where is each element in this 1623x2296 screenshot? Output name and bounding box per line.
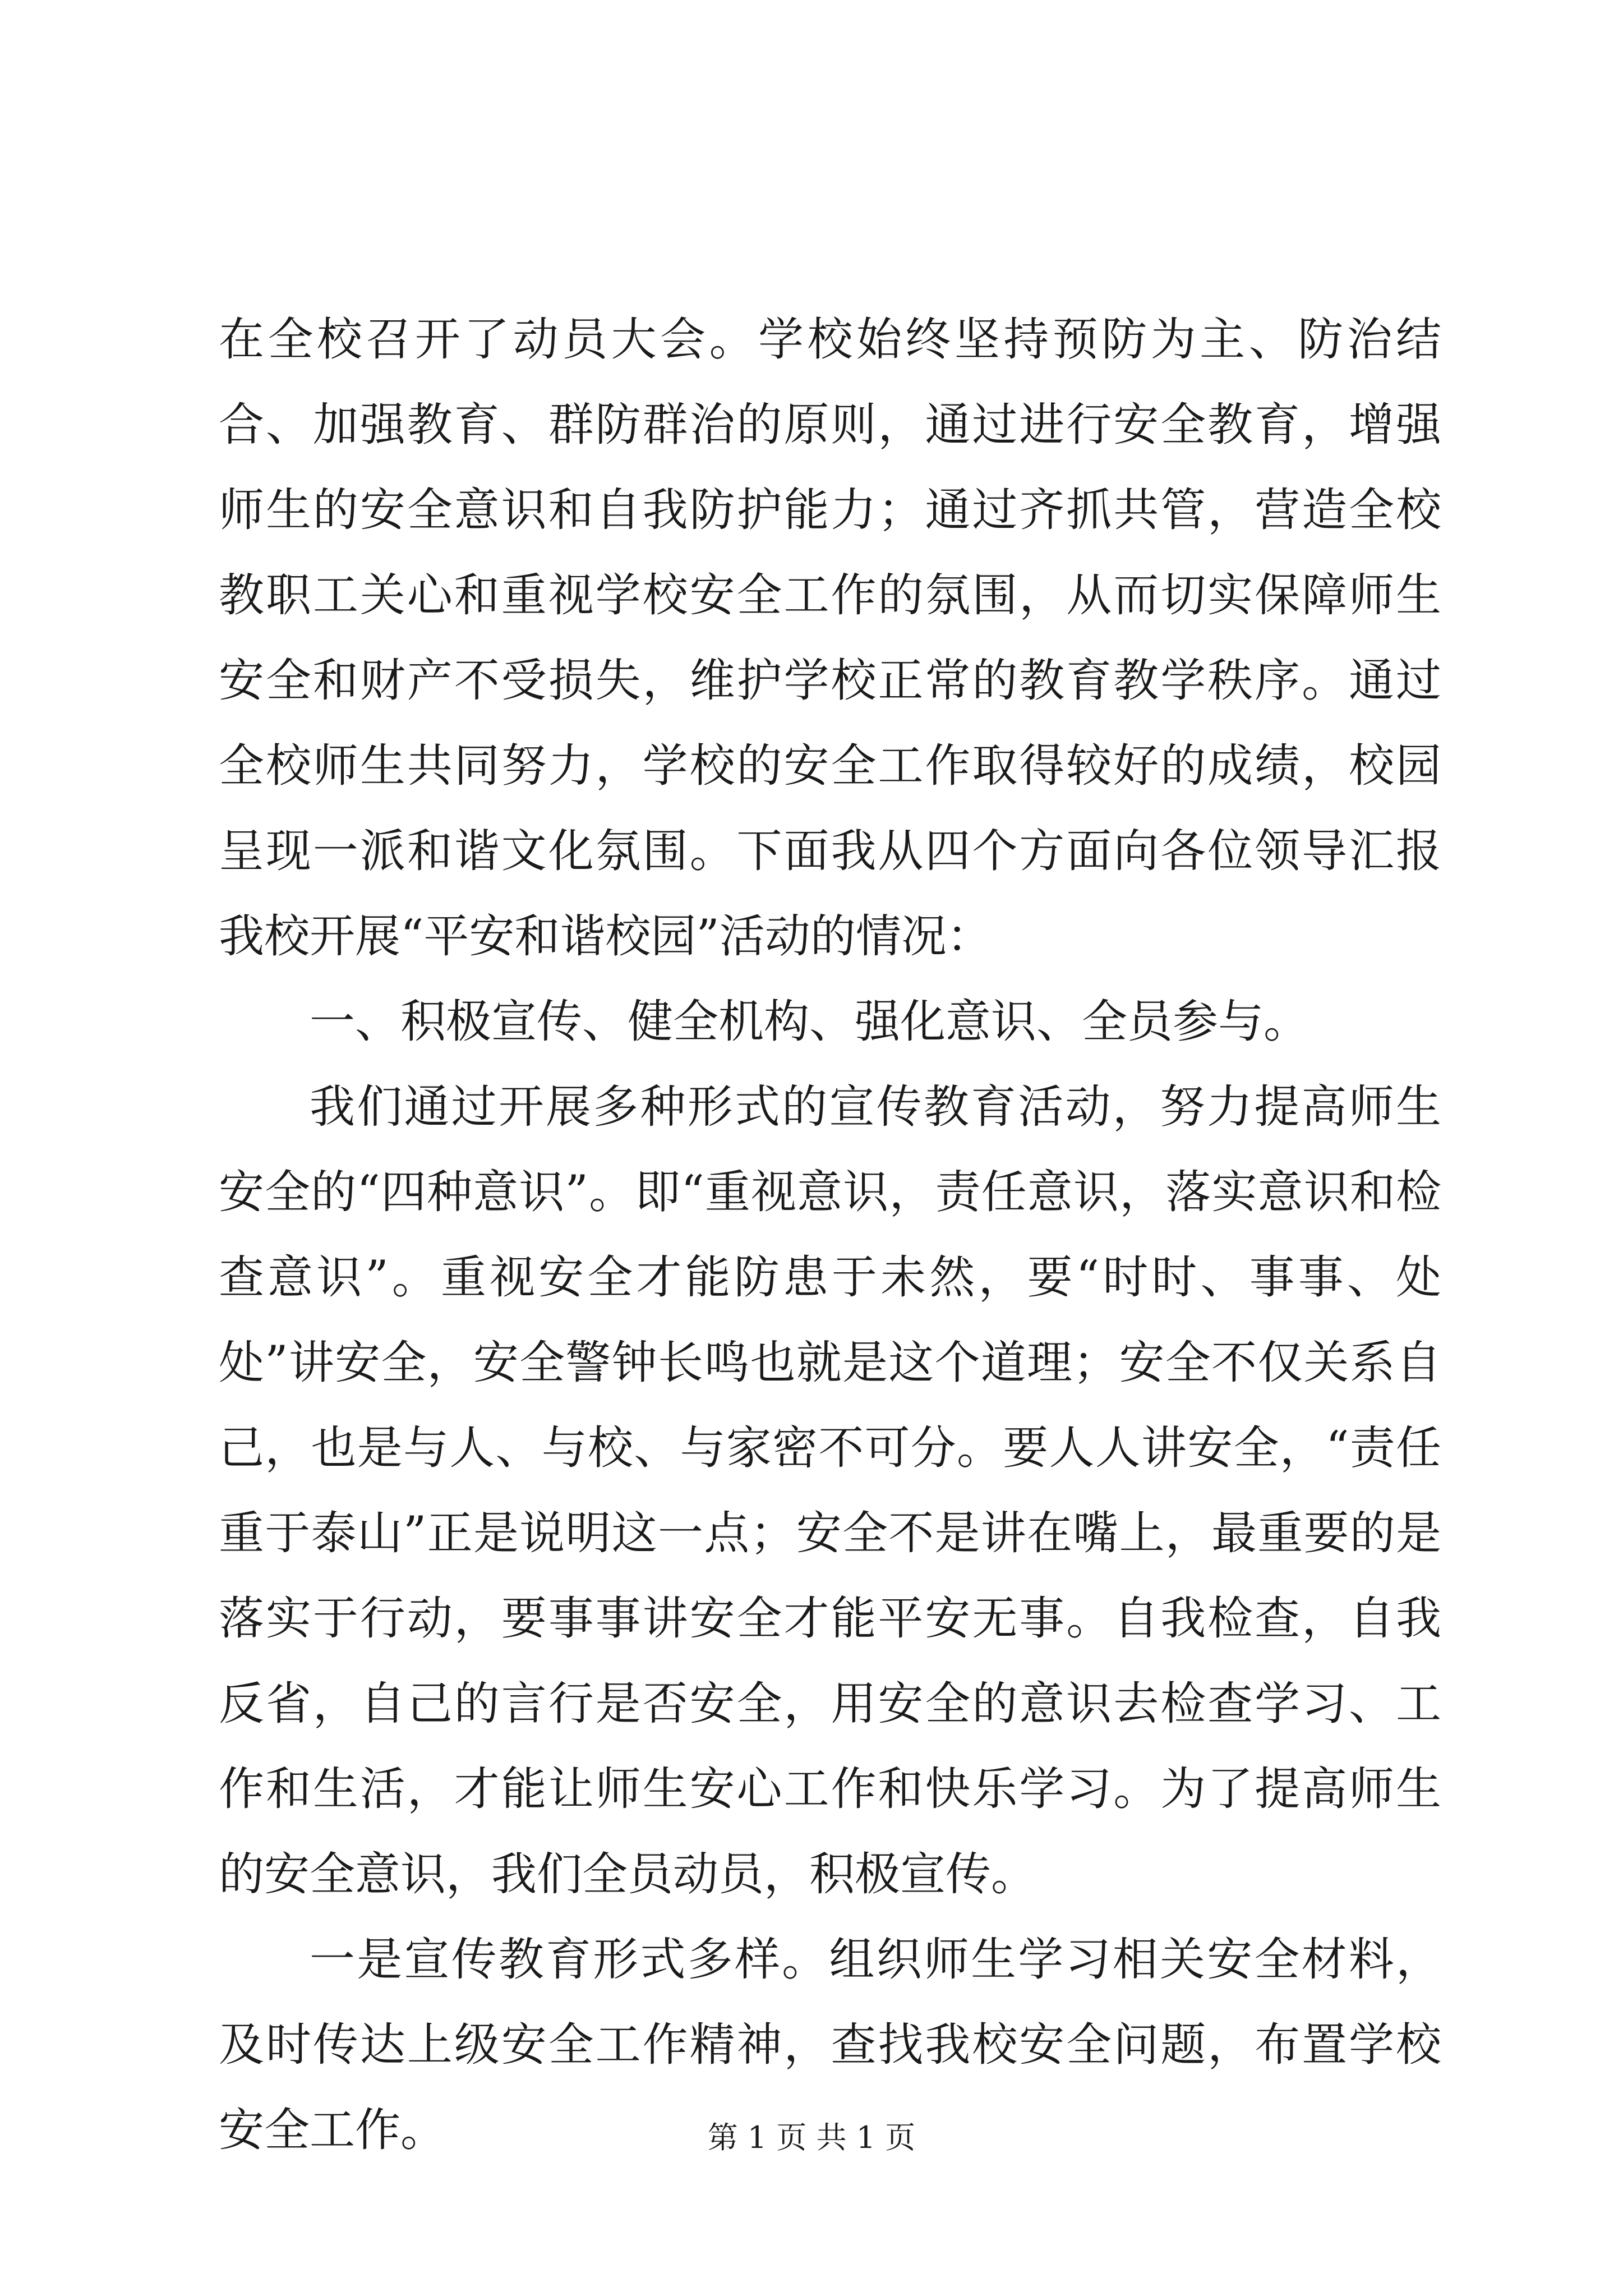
document-body: [219, 297, 1441, 2173]
page-footer: 第 1 页 共 1 页: [707, 2120, 916, 2155]
paragraph-continued: 在全校召开了动员大会。学校始终坚持预防为主、防治结合、加强教育、群防群治的原则，通过进行安全教育，增强师生的安全意识和自我防护能力；通过齐抓共管，营造全校教职工关心和重视学校安全工作的氛围，从而切实保障师生安全和财产不受损失，维护学校正常的教育教学秩序。通过全校师生共同努力，学校的安全工作取得较好的成绩，校园呈现一派和谐文化氛围。下面我从四个方面向各位领导汇报我校开展“平安和谐校园”活动的情况：: [219, 314, 1441, 963]
paragraph: 我们通过开展多种形式的宣传教育活动，努力提高师生安全的“四种意识”。即“重视意识，责任意识，落实意识和检查意识”。重视安全才能防患于未然，要“时时、事事、处处”讲安全，安全警钟长鸣也就是这个道理；安全不仅关系自己，也是与人、与校、与家密不可分。要人人讲安全，“责任重于泰山”正是说明这一点；安全不是讲在嘴上，最重要的是落实于行动，要事事讲安全才能平安无事。自我检查，自我反省，自己的言行是否安全，用安全的意识去检查学习、工作和生活，才能让师生安心工作和快乐学习。为了提高师生的安全意识，我们全员动员，积极宣传。: [219, 1081, 1441, 1901]
paragraph: 一是宣传教育形式多样。组织师生学习相关安全材料，及时传达上级安全工作精神，查找我校安全问题，布置学校安全工作。: [219, 1934, 1441, 2157]
section-heading: 一、积极宣传、健全机构、强化意识、全员参与。: [310, 996, 1310, 1048]
